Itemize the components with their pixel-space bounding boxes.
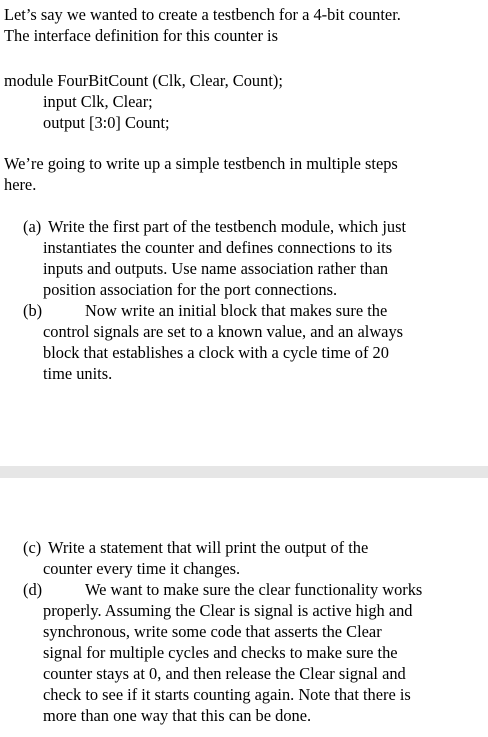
item-line: block that establishes a clock with a cycle time of 20	[43, 343, 389, 362]
item-line: signal for multiple cycles and checks to make sure the	[43, 643, 398, 662]
steps-intro-line: We’re going to write up a simple testbench in multiple steps	[4, 154, 398, 173]
intro-line: The interface definition for this counter is	[4, 26, 278, 45]
intro-line: Let’s say we wanted to create a testbench for a 4-bit counter.	[4, 5, 401, 24]
item-line: control signals are set to a known value, and an always	[43, 322, 404, 341]
code-module-line: module FourBitCount (Clk, Clear, Count);	[4, 71, 283, 90]
item-line: Write a statement that will print the output of the	[48, 538, 369, 557]
item-line: counter stays at 0, and then release the Clear signal and	[43, 664, 406, 683]
steps-intro-paragraph	[4, 153, 398, 195]
item-line: synchronous, write some code that asserts the Clear	[43, 622, 382, 641]
item-marker: (c)	[23, 538, 42, 557]
item-line: position association for the port connections.	[43, 280, 338, 299]
item-marker: (a)	[23, 217, 42, 236]
page-bottom	[0, 478, 488, 737]
list-item-d	[23, 579, 483, 726]
item-line: more than one way that this can be done.	[43, 706, 312, 725]
page-separator	[0, 466, 488, 478]
steps-intro-line: here.	[4, 175, 37, 194]
item-marker: (b)	[23, 301, 43, 320]
item-line: Write the first part of the testbench module, which just	[48, 217, 407, 236]
item-line: inputs and outputs. Use name association rather than	[43, 259, 389, 278]
intro-paragraph	[4, 4, 401, 46]
code-input-line: input Clk, Clear;	[43, 92, 153, 111]
list-item-c	[23, 537, 483, 579]
item-marker: (d)	[23, 580, 43, 599]
item-line: properly. Assuming the Clear is signal is active high and	[43, 601, 413, 620]
item-line: time units.	[43, 364, 113, 383]
item-line: check to see if it starts counting again. Note that there is	[43, 685, 411, 704]
item-line: We want to make sure the clear functionality works	[85, 580, 423, 599]
list-item-b	[23, 300, 483, 384]
list-item-a	[23, 216, 483, 300]
code-output-line: output [3:0] Count;	[43, 113, 170, 132]
item-line: Now write an initial block that makes sure the	[85, 301, 388, 320]
item-line: counter every time it changes.	[43, 559, 241, 578]
item-line: instantiates the counter and defines connections to its	[43, 238, 393, 257]
